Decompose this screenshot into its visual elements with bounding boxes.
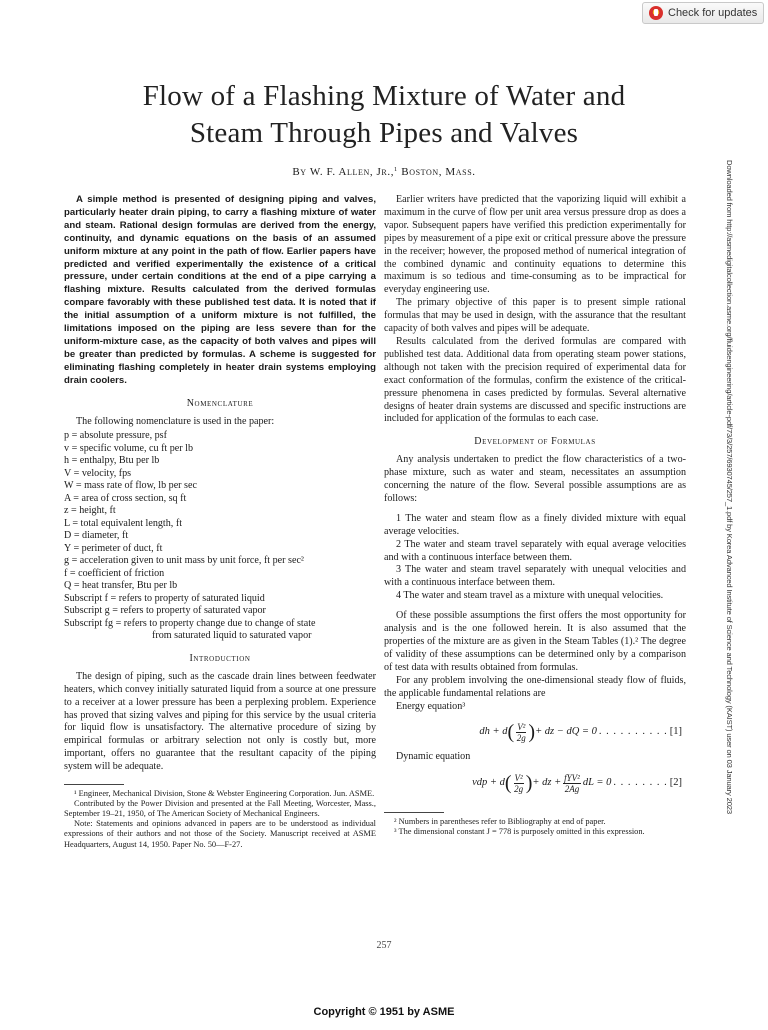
eq2-numerator-2: fYV² (564, 772, 580, 783)
body-paragraph: The primary objective of this paper is to present simple rational formulas that may be used in design, with the assurance that the resultant capacity of both valves and pipes will be adequate. (384, 297, 686, 335)
nomenclature-item: Y = perimeter of duct, ft (64, 542, 163, 554)
nomenclature-item: z = height, ft (64, 505, 116, 517)
abstract: A simple method is presented of designing piping and valves, particularly heater drain piping, to carry a flashing mixture of water and steam. Rational design formulas are derived from the energy, continuity, and dynamic equations on the basis of an assumed uniform mixture at any point in the path of flow. Earlier papers have predicted and verified experimentally the existence of a critical pressure, under certain conditions at the end of a pipe carrying a flashing mixture. Results calculated from the derived formulas compare favorably with these published test data. It is noted that if the initial assumption of a uniform mixture is not fulfilled, the limitations imposed on the piping are less severe than for the uniform-mixture case, as the capacity of both valves and pipes will be greater than predicted by formulas. A scheme is suggested for eliminating flashing completely in heater drain systems employing drain coolers. (64, 194, 376, 386)
author-footnote-mark: 1 (394, 166, 398, 173)
spacer (384, 506, 686, 513)
eq1-right: + dz − dQ = 0 (535, 725, 597, 737)
eq2-right: dL = 0 (582, 776, 612, 788)
title-line-1: Flow of a Flashing Mixture of Water and (142, 80, 626, 112)
spacer (384, 603, 686, 610)
footnote-bibliography: ² Numbers in parentheses refer to Bibliography at end of paper. (394, 817, 606, 827)
eq2-numerator-1: V² (514, 772, 523, 783)
check-for-updates-button[interactable] (642, 2, 764, 24)
eq2-close-paren: ) (525, 772, 533, 795)
byline (40, 166, 728, 178)
assumption-item: 4 The water and steam travel as a mixture with unequal velocities. (396, 590, 664, 602)
nomenclature-intro: The following nomenclature is used in the paper: (76, 415, 275, 427)
introduction-paragraph: The design of piping, such as the cascade drain lines between feedwater heaters, which convey initially saturated liquid from a source at one pressure to a receiver at a lower pressure has been a perplexing problem. Experience has proved that sizing valves and piping for this service by the usual criteria for liquid flow is unsatisfactory. The alternative procedure of sizing by empirical formulas or arbitrary selection not only is costly but, more important, offers no guarantee that the resultant capacity of the piping system will be adequate. (64, 670, 376, 773)
footnote-note: Note: Statements and opinions advanced in papers are to be understood as individual expressions of their authors and not those of the Society. Manuscript received at ASME Headquarters, August 14, 1950. Paper No. 50—F-27. (64, 819, 376, 849)
nomenclature-item: A = area of cross section, sq ft (64, 492, 187, 504)
byline-by: By (292, 166, 310, 178)
footnote-contributed: Contributed by the Power Division and presented at the Fall Meeting, Worcester, Mass., September 19–21, 1950, of The American Society of Mechanical Engineers. (64, 799, 376, 819)
crossmark-icon (649, 6, 663, 20)
eq2-leader: . . . . . . . . (613, 776, 668, 788)
body-paragraph: Earlier writers have predicted that the vaporizing liquid will exhibit a maximum in the curve of flow per unit area versus pressure drop as does a vapor. Subsequent papers have verified this prediction experimentally for pipes by measurement of a pipe exit or critical pressure above the pressure in the receiver; however, the proposed method of numerical integration of the combined dynamic and continuity equations to determine this maximum is so tedious and time-consuming as to be impractical for everyday engineering use. (384, 194, 686, 296)
eq1-leader: . . . . . . . . . . (598, 725, 668, 737)
nomenclature-heading: Nomenclature (186, 397, 254, 409)
eq1-fraction (516, 722, 526, 743)
footnote-dimensional-constant: ³ The dimensional constant J = 778 is purposely omitted in this expression. (394, 827, 645, 837)
introduction-heading: Introduction (189, 652, 251, 664)
nomenclature-list (64, 430, 376, 643)
eq2-denominator-1: 2g (514, 783, 524, 794)
assumption-item: 3 The water and steam travel separately with unequal velocities and with a continuous interface between them. (384, 564, 686, 589)
page-number: 257 (376, 940, 392, 951)
nomenclature-item: V = velocity, fps (64, 467, 132, 479)
nomenclature-item: f = coefficient of friction (64, 567, 165, 579)
paper-title (40, 78, 728, 152)
eq2-fraction-2 (563, 773, 581, 794)
download-watermark (725, 160, 744, 1030)
development-heading: Development of Formulas (474, 436, 596, 448)
eq1-open-paren: ( (507, 721, 515, 744)
nomenclature-item: Q = heat transfer, Btu per lb (64, 580, 178, 592)
nomenclature-item: L = total equivalent length, ft (64, 517, 183, 529)
author-location: Boston, Mass. (397, 166, 476, 178)
left-column (64, 194, 376, 850)
check-for-updates-label: Check for updates (668, 7, 758, 19)
eq2-mid: + dz + (532, 776, 562, 788)
assumption-item: 2 The water and steam travel separately with equal average velocities and with a continuous interface between them. (384, 538, 686, 563)
equation-1 (384, 713, 686, 751)
eq2-open-paren: ( (504, 772, 512, 795)
body-paragraph: Any analysis undertaken to predict the flow characteristics of a two-phase mixture, such as water and steam, necessitates an assumption concerning the nature of the flow. Several possible assumptions are as follows: (384, 454, 686, 504)
eq1-number: [1] (669, 725, 682, 737)
eq1-close-paren: ) (528, 721, 536, 744)
footnote-divider (384, 812, 444, 813)
nomenclature-item: Subscript fg = refers to property change due to change of state (64, 617, 316, 629)
equation-2 (384, 764, 686, 802)
nomenclature-item: h = enthalpy, Btu per lb (64, 455, 160, 467)
eq2-left: vdp + d (472, 776, 505, 788)
body-paragraph: Of these possible assumptions the first offers the most opportunity for analysis and is the one followed herein. It is also assumed that the properties of the mixture are as given in the Steam Tables (1).² The degree of validity of these assumptions can be determined only by a comparison of test data with results obtained from formulas. (384, 610, 686, 673)
author-name: W. F. Allen, Jr., (309, 166, 395, 178)
eq1-left: dh + d (479, 725, 508, 737)
nomenclature-item: D = diameter, ft (64, 530, 129, 542)
footnote-divider (64, 784, 124, 785)
eq1-numerator: V² (517, 721, 526, 732)
body-paragraph: For any problem involving the one-dimensional steady flow of fluids, the applicable fundamental relations are (384, 674, 686, 699)
eq1-denominator: 2g (516, 732, 526, 743)
copyright-notice: Copyright © 1951 by ASME (313, 1006, 455, 1018)
nomenclature-item: v = specific volume, cu ft per lb (64, 442, 194, 454)
energy-equation-label: Energy equation³ (396, 700, 466, 712)
body-paragraph: Results calculated from the derived formulas are compared with published test data. Additional data from operating steam power stations, although not taken with the precision required of experimental data for exact conformation of the formulas, confirm the existence of the critical-pressure phenomena in cases predicted by formulas. Several alternative designs of heater drain systems are discussed and specific instructions are included for application of the formulas to each case. (384, 335, 686, 425)
eq2-fraction-1 (514, 773, 524, 794)
nomenclature-item: W = mass rate of flow, lb per sec (64, 480, 197, 492)
nomenclature-item: Subscript g = refers to property of saturated vapor (64, 605, 266, 617)
assumption-item: 1 The water and steam flow as a finely divided mixture with equal average velocities. (384, 512, 686, 537)
footnote-author: ¹ Engineer, Mechanical Division, Stone & Webster Engineering Corporation. Jun. ASME. (74, 789, 375, 799)
nomenclature-item-continuation: from saturated liquid to saturated vapor (152, 630, 312, 642)
nomenclature-item: Subscript f = refers to property of saturated liquid (64, 592, 265, 604)
eq2-denominator-2: 2Ag (564, 783, 580, 794)
eq2-number: [2] (669, 776, 682, 788)
download-watermark-text: Downloaded from http://asmedigitalcollection.asme.org/fluidsengineering/article-pdf/73/3/257/6930745/257_1.pdf by Korea Advanced Institute of Science and Technology (KAIST) user on 03 January 2023 (725, 160, 734, 814)
right-column (384, 194, 686, 838)
nomenclature-item: p = absolute pressure, psf (64, 430, 167, 442)
title-line-2: Steam Through Pipes and Valves (189, 117, 579, 149)
dynamic-equation-label: Dynamic equation (396, 751, 471, 763)
nomenclature-item: g = acceleration given to unit mass by unit force, ft per sec² (64, 555, 304, 567)
